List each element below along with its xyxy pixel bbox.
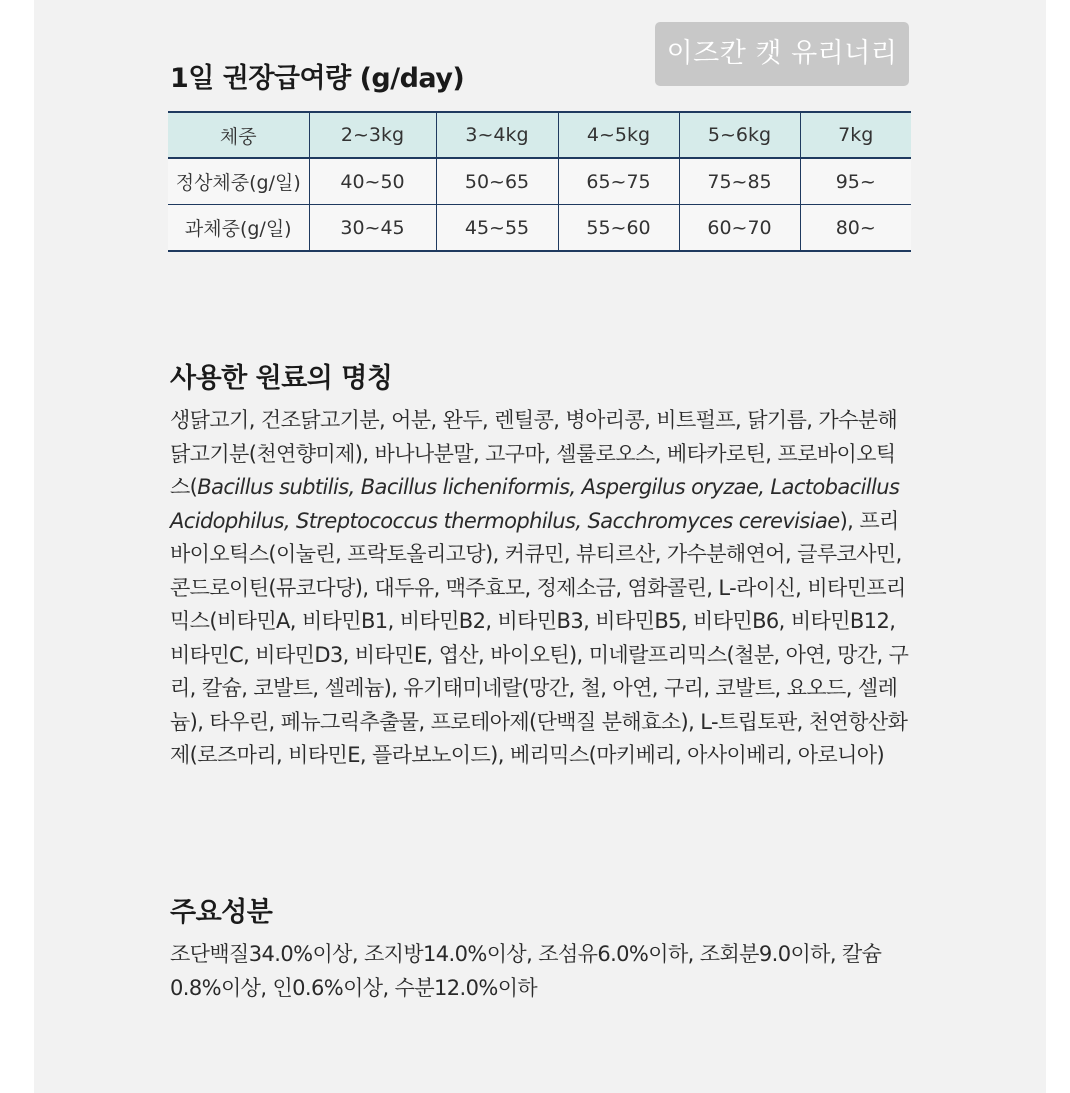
table-row (168, 205, 911, 252)
table-cell: 95~ (800, 158, 911, 205)
table-cell: 55~60 (558, 205, 679, 252)
table-header-cell: 체중 (168, 112, 309, 158)
table-header-cell: 7kg (800, 112, 911, 158)
ingredients-text-a: 생닭고기, 건조닭고기분, 어분, 완두, 렌틸콩, 병아리콩, 비트펄프, 닭기름, 가수분해닭고기분(천연향미제), 바나나분말, 고구마, 셀룰로오스, 베타카로틴, 프로바이오틱스( (170, 408, 898, 499)
table-header-cell: 4~5kg (558, 112, 679, 158)
table-header-cell: 3~4kg (436, 112, 558, 158)
feeding-table (168, 111, 911, 252)
table-cell: 40~50 (309, 158, 436, 205)
ingredients-title: 사용한 원료의 명칭 (170, 363, 393, 394)
table-row-label: 과체중(g/일) (168, 205, 309, 252)
table-row (168, 158, 911, 205)
table-cell: 75~85 (679, 158, 800, 205)
table-cell: 80~ (800, 205, 911, 252)
table-header-cell: 5~6kg (679, 112, 800, 158)
table-cell: 50~65 (436, 158, 558, 205)
table-header-cell: 2~3kg (309, 112, 436, 158)
product-badge: 이즈칸 캣 유리너리 (655, 22, 909, 86)
table-header-row (168, 112, 911, 158)
table-row-label: 정상체중(g/일) (168, 158, 309, 205)
table-cell: 30~45 (309, 205, 436, 252)
table-cell: 60~70 (679, 205, 800, 252)
ingredients-text (170, 404, 912, 773)
table-cell: 65~75 (558, 158, 679, 205)
nutrients-title: 주요성분 (170, 897, 273, 928)
ingredients-text-b: ), 프리바이오틱스(이눌린, 프락토올리고당), 커큐민, 뷰티르산, 가수분해연어, 글루코사민, 콘드로이틴(뮤코다당), 대두유, 맥주효모, 정제소금, 염화콜린, L-라이신, 비타민프리믹스(비타민A, 비타민B1, 비타민B2, 비타민B3, 비타민B5, 비타민B6, 비타민B12, 비타민C, 비타민D3, 비타민E, 엽산, 바이오틴), 미네랄프리믹스(철분, 아연, 망간, 구리, 칼슘, 코발트, 셀레늄), 유기태미네랄(망간, 철, 아연, 구리, 코발트, 요오드, 셀레늄), 타우린, 페뉴그릭추출물, 프로테아제(단백질 분해효소), L-트립토판, 천연항산화제(로즈마리, 비타민E, 플라보노이드), 베리믹스(마키베리, 아사이베리, 아로니아) (170, 508, 909, 767)
probiotic-strains: Bacillus subtilis, Bacillus licheniformis, Aspergilus oryzae, Lactobacillus Acidophilus, Streptococcus thermophilus, Sacchromyces cerevisiae (170, 475, 900, 533)
table-cell: 45~55 (436, 205, 558, 252)
feeding-title: 1일 권장급여량 (g/day) (170, 63, 465, 94)
nutrients-text: 조단백질34.0%이상, 조지방14.0%이상, 조섬유6.0%이하, 조회분9.0이하, 칼슘0.8%이상, 인0.6%이상, 수분12.0%이하 (170, 942, 882, 1000)
